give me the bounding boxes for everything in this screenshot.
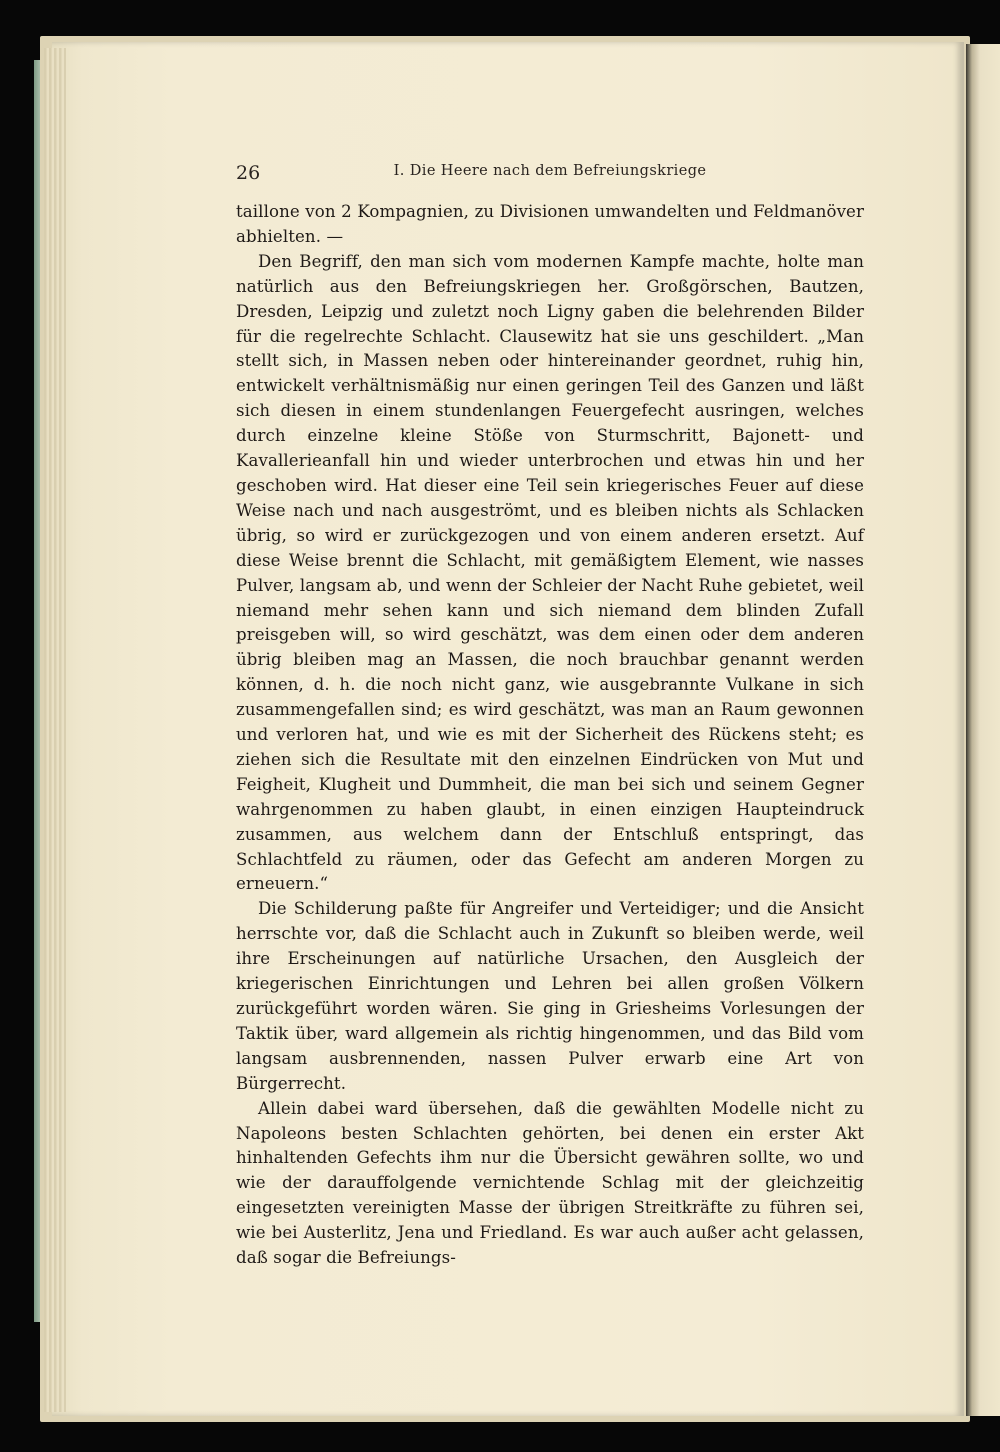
body-text [236, 200, 864, 1271]
page-number: 26 [236, 162, 261, 184]
paragraph: Allein dabei ward übersehen, daß die gewählten Modelle nicht zu Napoleons besten Schlachten gehörten, bei denen ein erster Akt hinhaltenden Gefechts ihm nur die Übersicht gewähren sollte, wo und wie der darauffolgende vernichtende Schlag mit der gleichzeitig eingesetzten vereinigten Masse der übrigen Streitkräfte zu führen sei, wie bei Austerlitz, Jena und Friedland. Es war auch außer acht gelassen, daß sogar die Befreiungs- [236, 1098, 864, 1268]
facing-page-edge [966, 44, 1000, 1416]
paragraph: Die Schilderung paßte für Angreifer und Verteidiger; und die Ansicht herrschte vor, daß die Schlacht auch in Zukunft so bleiben werde, weil ihre Erscheinungen auf natürliche Ursachen, den Ausgleich der kriegerischen Einrichtungen und Lehren bei allen großen Völkern zurückgeführt worden wären. Sie ging in Griesheims Vorlesungen der Taktik über, ward allgemein als richtig hingenommen, und das Bild vom langsam ausbrennenden, nassen Pulver erwarb eine Art von Bürgerrecht. [236, 899, 864, 1093]
chapter-title: I. Die Heere nach dem Befreiungskriege [393, 163, 707, 179]
page-edges [44, 48, 66, 1412]
paragraph: Den Begriff, den man sich vom modernen Kampfe machte, holte man natürlich aus den Befreiungskriegen her. Großgörschen, Bautzen, Dresden, Leipzig und zuletzt noch Ligny gaben die belehrenden Bilder für die regelrechte Schlacht. Clausewitz hat sie uns geschildert. „Man stellt sich, in Massen neben oder hintereinander geordnet, ruhig hin, entwickelt verhältnismäßig nur einen geringen Teil des Ganzen und läßt sich diesen in einem stundenlangen Feuergefecht ausringen, welches durch einzelne kleine Stöße von Sturmschritt, Bajonett- und Kavallerieanfall hin und wieder unterbrochen und etwas hin und her geschoben wird. Hat dieser eine Teil sein kriegerisches Feuer auf diese Weise nach und nach ausgeströmt, und es bleiben nichts als Schlacken übrig, so wird er zurückgezogen und von einem anderen ersetzt. Auf diese Weise brennt die Schlacht, mit gemäßigtem Element, wie nasses Pulver, langsam ab, und wenn der Schleier der Nacht Ruhe gebietet, weil niemand mehr sehen kann und sich niemand dem blinden Zufall preisgeben will, so wird geschätzt, was dem einen oder dem anderen übrig bleiben mag an Massen, die noch brauchbar genannt werden können, d. h. die noch nicht ganz, wie ausgebrannte Vulkane in sich zusammengefallen sind; es wird geschätzt, was man an Raum gewonnen und verloren hat, und wie es mit der Sicherheit des Rückens steht; es ziehen sich die Resultate mit den einzelnen Eindrücken von Mut und Feigheit, Klugheit und Dummheit, die man bei sich und seinem Gegner wahrgenommen zu haben glaubt, in einen einzigen Haupteindruck zusammen, aus welchem dann der Entschluß entspringt, das Schlachtfeld zu räumen, oder das Gefecht am anderen Morgen zu erneuern.“ [236, 251, 864, 894]
paragraph: taillone von 2 Kompagnien, zu Divisionen umwandelten und Feldmanöver abhielten. — [236, 202, 864, 246]
running-header [236, 160, 864, 184]
